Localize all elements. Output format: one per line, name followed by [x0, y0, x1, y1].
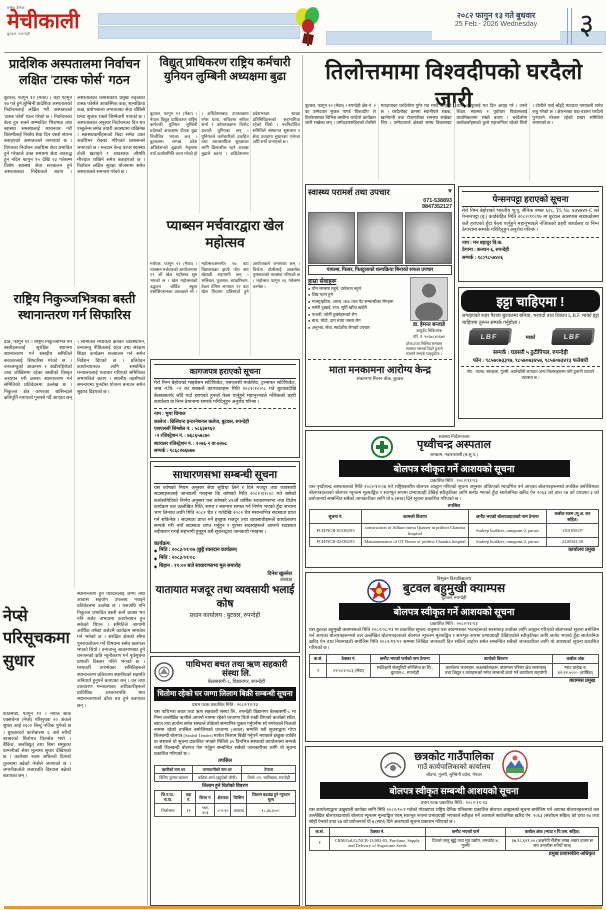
notice-pathibhara-title: धितोमा रहेको घर जग्गा लिलाम बिक्री सम्बन्धी सूचना — [154, 687, 296, 701]
table-cell: कार्यालय भवनहरू, कक्षाकोठाहरू, क्याम्पस परिसर क्षेत्र सरसफाइ तथा विद्युत र धाराहरूको मर्मत सम्बन्धी कार्य गर्ने कार्यालय सहयोगी — [440, 663, 553, 677]
ad-health-services-label: हाम्रा सेवाहरू — [308, 278, 337, 285]
notice-chhatrakot-body: यस कार्यालयद्वारा उखुबाली कार्यका लागि मिति २०८२/१०/१ गतेको गोरखापत्र राष्ट्रिय दैनिक पत्रिकामा प्रकाशित बोलपत्र आह्वानको सूचना बमोजिम पर्न आएका बोलपत्रहरूमध्ये तल उल्लेखित बोलपत्रदाताको बोलपत्र न्यूनतम मूल्याङ्कित एवम् सारभूत रूपमा प्रभावग्राही भएकाले स्वीकृत गर्ने आशयले सार्वजनिक खरिद ऐन, २०६३ (संशोधन सहित) को दफा २७ तथा सोही ऐनको दफा ४७ को प्रयोजनार्थ यो ७ (सात) दिने आशयको सूचना प्रकाशन गरिएको छ । — [309, 807, 599, 825]
notice-pch-gov-line: स्वास्थ्य निर्देशनालय — [438, 434, 470, 439]
table-cell: ९७१, ४५३ — [196, 804, 215, 817]
notice-pch-address: रामग्राम, नवलपरासी (ब.सु.प.) — [430, 451, 478, 457]
masthead-tagline-bottom: बुटवल, रुपन्देही — [7, 32, 30, 36]
table-row — [310, 836, 599, 850]
column-rule-1 — [147, 55, 148, 905]
ad-itta-title: इट्टा चाहिएमा ! — [461, 290, 600, 312]
notice-chhatrakot — [305, 746, 603, 906]
table-header: ऋणीको नाम थर — [155, 766, 193, 774]
publication-date-np: २०८२ फागुन १३ गते बुधवार — [456, 11, 536, 20]
ad-itta-note: नोट : पाल्पा, स्याङ्जा, गुल्मी, अर्घाखाँची लगायत अन्य जिल्लाहरूमा पनि ढुवानी पठाउने व्यवस्था छ । — [466, 369, 595, 381]
ad-itta-contact: सम्पर्क : घडसरी ५ ठुटीपिपल, रुपन्देही — [493, 350, 568, 357]
table-cell: 2249343.30 — [546, 538, 598, 547]
article-nikunja-body-continued: स्थानान्तरण हुने परिवारलाई जग्गा तथा आवास सहयोग उपलब्ध गराइने प्रतिवेदनमा उल्लेख छ । यसअघि पनि निकुञ्ज प्रभावित बस्ती सार्ने प्रयास भए पनि बजेट अभावमा कार्यान्वयन हुन सकेको थिएन । समितिले आगामी आर्थिक वर्षको बजेटमै कार्यक्रम समावेश गर्न भनेको छ । संरक्षित क्षेत्रको सीमा पुनरावलोकन गर्ने विषयमा समेत छलफल भएको थियो । वन्यजन्तु आक्रमणबाट हुने धनजनको क्षति न्यूनीकरण गर्न पूर्वसूचना प्रणाली विस्तार गरिने भएको छ । मध्यवर्ती उपभोक्ता समितिहरूले स्थानान्तरण प्रक्रियामा स्थानीयको सहमति अनिवार्य हुनुपर्ने बताएका छन् । वन तथा वातावरण मन्त्रालयका अधिकारीहरूले प्राविधिक अध्ययनपछि मात्र स्थानान्तरणको ढाँचा तय हुने बताएका छन् । — [77, 592, 145, 709]
table-header: क.सं. — [310, 828, 330, 837]
bullet-icon: ● — [308, 286, 311, 291]
ad-health-phone-1: 071-538893 — [423, 198, 452, 204]
notice-butwal-org: बुटवल बहुमुखी क्याम्पस — [402, 581, 506, 595]
notice-pch-title: बोलपत्र स्वीकृत गर्ने आशयको सूचना — [339, 460, 570, 477]
bullet-icon: ● — [308, 299, 311, 304]
ad-itta-marka: मार्का — [525, 335, 536, 341]
table-header: छनौट भएको फर्म — [425, 828, 506, 837]
table-header: छनौट भएको फर्मको नाम ठेगाना — [370, 655, 439, 664]
article-gharadailo-body: बुटवल, फागुन १२ (मेका) । रुपन्देही क्षेत्र नं. २ का उम्मेदवार सुजल पाण्डे 'विश्वदीप' ले तिलोत्तमाका विभिन्न बस्तीमा घरदैलो कार्यक्रम जारी राखेका छन् । उम्मेदवारसहितको टोलीले मतदाताका घरदैलोमा पुगेर मत माग्दै आएको छ । घरदैलोका क्रममा स्थानीयले सडक, खानेपानी तथा रोजगारीका समस्या राखेका थिए । उम्मेदवारले क्षेत्रको समग्र विकासका लागि आफूलाई मत दिन आग्रह गरे । उनले शिक्षा, स्वास्थ्य र पूर्वाधार विकासलाई प्राथमिकतामा राख्ने बताए । घरदैलोमा कार्यकर्ताहरूको ठूलो सहभागिता रहेको थियो । टोलीले पर्चा बाँड्दै मतदाता नामावली समेत रुजु गरेको छ । क्षेत्रभरका वडा-वडामा घरदैलो पुर्‍याउने योजना रहेको प्रचार समितिले जनाएको छ । — [305, 103, 603, 126]
headline-nepse: नेप्से परिसूचकमा सुधार — [3, 608, 70, 670]
medical-diagram-image — [357, 212, 404, 264]
table-cell: १ — [310, 663, 327, 677]
brick-image: LBF — [551, 330, 593, 345]
ad-health-phone-2: 9847352127 — [422, 204, 452, 211]
notice-sabha-karyakram-label: कार्यक्रम: — [154, 540, 172, 547]
ad-itta-body: लगाइएको शहर पैरावा बुटवलमा बनिया, भरपर्दो तथा टिकाउ L.B.F. मार्का इट्टा चाहिएमा तुरुन्त सम्पर्क गर्नुहोला । — [462, 314, 599, 326]
table-cell: Sudeep builders, ramgram-2, parasi — [468, 538, 546, 547]
notice-kagajpatra-detail: नाम : भुमा धिमाल — [154, 412, 186, 418]
article-union-body: बुटवल, फागुन १२ (मेका) । नेपाल विद्युत् प्राधिकरण राष्ट्रिय कर्मचारी युनियन लुम्बिनी प्रदेशको अध्यक्षमा दीपक बुढा निर्वाचित भएका छन् । बुटवलमा सम्पन्न प्रदेश अधिवेशनले बुढाको नेतृत्वमा नयाँ कार्यसमिति चयन गरेको हो । अधिवेशनबाट उपाध्यक्षमा रमेश थापा, सचिवमा सरिता शर्मा र कोषाध्यक्षमा विनोद ज्ञवाली चुनिएका छन् । युनियनले कर्मचारीको हकहित तथा व्यावसायिक सुरक्षाका लागि क्रियाशील रहने अध्यक्ष बुढाले बताए । अधिवेशनमा प्रदेशभरका शाखा प्रतिनिधिहरूको सहभागिता रहेको थियो । नवनिर्वाचित समितिले संस्थागत सुशासन र सेवा प्रवाहमा सुधारका एजेन्डा अघि सार्ने जनाएको छ । — [150, 111, 300, 156]
service-item: शिघ्र पतन हुने — [311, 292, 333, 298]
notice-chhatrakot-pubdate: प्रथम पटक प्रकाशित मिति : २०८२-११-१३ — [420, 800, 488, 805]
table-cell: अखण्ड — [231, 804, 246, 817]
header-band-bottom-left — [98, 26, 300, 39]
notice-sabha-item: मिति : २०८३/०१/०७ (छुट्टै रक्तदान कार्यक्रम) — [159, 547, 238, 553]
notice-butwal-title: बोलपत्र स्वीकृत गर्ने आशयको सूचना — [339, 603, 570, 620]
table-header: कामको विवरण — [362, 510, 469, 524]
notice-kagajpatra-detail: कालेज : ब्रिलियन्ट इन्टरनेशनल कलेज, बुटवल, रुपन्देही — [154, 419, 249, 425]
service-item: बाथ, मोटो, दाग चाया जस्ता रोग — [311, 318, 361, 324]
article-nikunja-body: दाङ, फागुन १२ । राष्ट्रिय निकुञ्जभित्र पर्ने बस्तीहरूलाई सुरक्षित स्थानमा स्थानान्तरण गर्न संसदीय समितिले सरकारलाई सिफारिस गरेको छ । वन्यजन्तुको आक्रमण र बाढीपहिरोको उच्च जोखिममा रहेका बस्तीको विस्तृत अध्ययन गरी क्रमशः स्थानान्तरण गर्न समितिको प्रतिवेदनमा उल्लेख छ । निकुञ्ज क्षेत्र वरपरका बासिन्दाले क्षतिपूर्ति नपाएको गुनासो गर्दै आएका छन् । समितिले मध्यवर्ती क्षेत्रको व्यवस्थापन, वन्यजन्तु पीडितलाई राहत तथा संरक्षण शिक्षा कार्यक्रम सञ्चालन गर्न समेत निर्देशन दिएको छ । प्रतिवेदन कार्यान्वयनका लागि सम्बन्धित मन्त्रालयलाई पत्राचार गरिएको समितिका सभापतिले बताए । स्थानीय तहसँगको समन्वयमा पुनर्वास योजना बनाउन समेत सुझाव दिइएको छ । — [4, 340, 145, 401]
diamond-bullet-icon: ◆ — [154, 563, 158, 569]
header-divider — [571, 8, 572, 44]
table-header: क्षेत्रफल — [215, 791, 231, 804]
notice-pension-title: पेन्सनपट्टा हराएको सूचना — [462, 191, 599, 207]
bullet-icon: ● — [308, 306, 311, 311]
table-cell: दिलिप कुमार खनाल — [155, 774, 193, 782]
table-cell: 1501858.07 — [546, 524, 598, 538]
ad-itta — [458, 287, 603, 419]
page-number: ३ — [579, 9, 595, 41]
table-row — [310, 524, 599, 538]
table-header: कित्ता नं. — [196, 791, 215, 804]
notice-kagajpatra-detail: ब्याचलर रजिस्ट्रेशन नं. : २०७६-२ वा-७२७८ — [154, 441, 228, 447]
table-cell: Maintainenance of OT Room of prithivi Chandra hospital — [362, 538, 469, 547]
notice-pathibhara-property-table — [154, 790, 296, 817]
medical-diagram-image — [405, 212, 452, 264]
notice-kagajpatra — [150, 359, 300, 458]
notice-pch-footer: कार्यालय प्रमुख — [568, 547, 595, 553]
table-row — [310, 538, 599, 547]
headline-khel: प्याब्सन मर्चवारद्वारा खेल महोत्सव — [166, 218, 284, 250]
table-header: ठेगाना — [242, 766, 296, 774]
table-header: क.सं. — [310, 655, 327, 664]
notice-pathibhara-borrower-table — [154, 765, 296, 782]
hospital-emblem-icon — [371, 436, 393, 458]
notice-pch-pubdate: प्रकाशित मिति : २०८२/११/१३ — [430, 477, 478, 483]
service-item: पत्थरी, जोर्नी दुख्नेहरूको रोग — [311, 311, 357, 317]
notice-chhatrakot-office: गाउँ कार्यपालिकाको कार्यालय — [417, 763, 491, 772]
notice-pension — [458, 186, 603, 282]
diamond-bullet-icon: ◆ — [154, 547, 158, 553]
divider — [462, 237, 599, 238]
page-bottom-rule — [4, 906, 602, 909]
article-khel-body: मर्चवार, फागुन १२ (मेका) । प्याब्सन मर्चवारको आयोजनामा १९ औं खेल महोत्सव सुरु भएको छ । खेल महोत्सवको उद्घाटन बोर्डिङ स्कुल एसोसिएसनका अध्यक्षले गरे । महोत्सवअन्तर्गत १७ वटा विद्यालयका झण्डै पाँच सय खेलाडी सहभागी छन् । भलिबल, फुटसल, ब्याडमिन्टन, टेबल टेनिस लगायत १२ वटा खेल विधामा प्रतिस्पर्धा हुने आयोजकले जनाएका छन् । विजेता टोलीलाई आकर्षक पुरस्कारको व्यवस्था गरिएको छ । महोत्सव फागुन १६ गतेसम्म चल्नेछ । — [150, 261, 300, 295]
doctor-photo — [410, 277, 448, 321]
ad-health-clinic-address: शंकरनगर मिलन चोक, बुटवल — [356, 375, 404, 381]
notice-butwal-footer: क्याम्पस प्रमुख — [569, 678, 595, 684]
flower-logo-icon — [293, 4, 323, 50]
table-cell: स्वाँठेहारी सेक्युरिटी सर्भिसेज प्रा.लि., बुटवल-८, रुपन्देही — [370, 663, 439, 677]
table-cell: Sudeep builders, ramgram-2, parasi — [468, 524, 546, 538]
heart-icon: ♥ — [447, 187, 452, 195]
notice-sabha-title: साधारणसभा सम्बन्धी सूचना — [154, 466, 296, 484]
notice-chhatrakot-address: बोदगा, गुल्मी, लुम्बिनी प्रदेश, नेपाल — [426, 772, 482, 778]
notice-chhatrakot-footer: प्रमुख प्रशासकीय अधिकृत — [548, 851, 595, 857]
notice-sabha-item: बिहान : ११:०० बजे साधारणसभा मूल समारोह — [159, 563, 241, 569]
ad-health — [305, 184, 455, 427]
notice-pathibhara-subtitle: लिलाम हुने धितोको विवरण — [202, 784, 248, 790]
table-header: कबोल रकम (मू.अ. कर सहित) — [546, 510, 598, 524]
table-cell: तिलो.-११, भालिबास, रुपन्देही — [242, 774, 296, 782]
table-header: ठेक्का नं. — [327, 655, 370, 664]
ad-health-clinic-name: माता मनकामना आरोग्य केन्द्र — [329, 364, 431, 376]
table-cell: CRM/GaUG/NCB-13/082-83, Purchase, Supply and Delivery of Sugarcane Seeds — [330, 836, 425, 850]
masthead-logo: मेचीकाली — [7, 9, 80, 33]
table-header: छनौट भएको बोलपत्रदाताको नाम ठेगाना — [468, 510, 546, 524]
divider — [308, 359, 452, 360]
notice-butwal-pubdate: प्रकाशित मिति : २०८२/११/१३ — [430, 620, 478, 626]
municipality-emblem-icon — [380, 752, 406, 778]
notice-chhatrakot-table — [309, 827, 599, 851]
notice-chhatrakot-title: बोलपत्र स्वीकृत सम्बन्धी आशयको सूचना — [320, 782, 588, 799]
table-header: लिलाम बढाबढ हुने न्यूनतम मूल्य — [246, 791, 295, 804]
table-header: किसिम — [231, 791, 246, 804]
table-row — [155, 774, 296, 782]
notice-kagajpatra-title: कागजपत्र हराएको सूचना — [154, 364, 296, 379]
masthead-tagline-top: राष्ट्रिय दैनिक — [7, 6, 25, 10]
notice-butwal-body: यस बुटवल बहुमुखी क्याम्पसको मिति २०८२/०८/११ मा प्रकाशित सूचना अनुसार यस क्याम्पसका भवनहरूको सरसफाइ कार्यका लागि आह्वान गरिएको बोलपत्रको सूचना बमोजिम पर्न आएका बोलपत्रहरूमध्ये तल उल्लेखित बोलपत्रदाताको बोलपत्र न्यूनतम मूल्याङ्कित र सारभूत रूपमा प्रभावग्राही देखिएकोले स्वीकृतिका लागि छनोट भएको हुँदा सार्वजनिक खरिद ऐन तथा नियमावली बमोजिम मिति २०८२/११/१२ सम्ममा लिखित जानकारी दिन सकिने व्यहोरा समेत सम्बन्धित सबैको जानकारीका लागि यो आशयको सूचना प्रकाशित गरिएको छ । — [309, 627, 599, 652]
publication-date — [432, 10, 560, 40]
header-divider — [567, 8, 568, 44]
notice-kagajpatra-detail: +२ रजिस्ट्रेशन नं. : ७६८६५७८७० — [154, 434, 210, 440]
ad-health-title: स्वास्थ्य परामर्श तथा उपचार — [308, 187, 390, 197]
bullet-icon: ● — [308, 312, 311, 317]
notice-pathibhara-address: बेलबासंगी-८, विद्यानगर, रुपन्देही — [207, 679, 266, 685]
notice-pch-org: पृथ्वीचन्द्र अस्पताल — [417, 439, 491, 451]
table-cell: भ्याट बाहेक रु. ४२,२२,५००/- (वार्षिक) — [552, 663, 598, 677]
column-rule-2 — [302, 55, 303, 905]
ad-health-caption: पायल्स, फिसर, फिस्टुलाको शल्यक्रिया बिनाको सफल उपचार — [308, 265, 452, 275]
notice-sabha — [150, 461, 300, 653]
table-cell: PCH/NCB-02/082/83 — [310, 538, 362, 547]
table-header: जि.न.पा./गा.पा. — [155, 791, 182, 804]
ad-health-doctor-title: आयुर्वेद चिकित्सक — [415, 328, 443, 334]
brick-image: LBF — [468, 330, 510, 345]
table-header: कार्यको विवरण — [440, 655, 553, 664]
header-rule — [4, 52, 602, 53]
notice-butwal-uni-line: त्रिभुवन विश्वविद्यालय — [436, 576, 472, 581]
table-row — [310, 663, 599, 677]
table-header: कबोल अंक (भ्याट र पि.एस. सहित) — [506, 828, 599, 837]
headline-taskforce: प्रादेशिक अस्पतालमा निर्वाचन लक्षित 'टास्क फोर्स' गठन — [9, 57, 140, 87]
campus-emblem-icon — [367, 579, 391, 603]
table-header: कबोल अंक — [552, 655, 598, 664]
notice-pathibhara — [150, 656, 300, 906]
table-cell: ११ — [181, 804, 195, 817]
notice-pension-detail: सम्पर्क : ९८०९८५४४०६ — [462, 255, 503, 261]
table-cell: ०१/०८२/०८३ (सेवा) — [327, 663, 370, 677]
nepal-govt-emblem-icon — [502, 750, 528, 780]
table-cell: PCH/NCB-01/082/83 — [310, 524, 362, 538]
notice-pch-table — [309, 509, 599, 547]
notice-sabha-org: यातायात मजदूर तथा व्यवसायी भलाई कोष — [155, 584, 295, 610]
notice-kagajpatra-detail: सम्पर्क : ९८६८२७६७७७ — [154, 449, 195, 455]
header-band-top-left — [98, 13, 300, 25]
notice-butwal-table — [309, 654, 599, 678]
headline-nikunja: राष्ट्रिय निकुञ्जभित्रका बस्ती स्थानान्तरण गर्न सिफारिस — [13, 292, 136, 322]
publication-date-en: 25 Feb.- 2026 Wednesday — [454, 21, 538, 28]
masthead — [7, 6, 95, 37]
notice-pathibhara-org: पाथिभरा बचत तथा ऋण सहकारी संस्था लि. — [185, 659, 288, 679]
article-taskforce-body: बुटवल, फागुन १२ (मेका) । यही फागुन १७ गते हुने लुम्बिनी प्रादेशिक अस्पतालको निर्वाचनलाई लक्षित गरी अस्पतालले 'टास्क फोर्स' गठन गरेको छ । निर्वाचनका बेला हुन सक्ने सम्भावित भिडभाड तथा स्वास्थ्य समस्यालाई मध्यनजर गरी बिरामीलाई निर्बाध सेवा दिन यस्तो संयन्त्र बनाइएको अस्पतालले जनाएको छ । विगतका निर्वाचन अवधिमा सेवा प्रभावित हुने गरेकाले उक्त समयमा सेवा अवरुद्ध हुन नदिन फागुन १५ देखि २३ गतेसम्म विशेष स्वास्थ्य सेवा सञ्चालन हुने अस्पतालका निर्देशकले बताए । अस्पतालका प्रशासकीय प्रमुख नेतृत्वको टास्क फोर्सले आकस्मिक कक्ष, शल्यक्रिया कक्ष, प्रयोगशाला लगायतका सेवा चौबिसै घण्टा सुचारु राख्ने जिम्मेवारी पाएको छ । अस्पतालका अनुसार निर्वाचनका दिन थप एम्बुलेन्स समेत तयारी अवस्थामा राखिनेछ । स्वास्थ्यकर्मीहरूको बिदा समेत उक्त अवधिभर रोक्का गरिएको प्रशासनले जनाएको छ । मतदान केन्द्र वरपर स्वास्थ्य टोली खटाइने र आवश्यक औषधि मौज्दात राखिने समेत बताइएको छ । निर्वाचन लक्षित सुरक्षा योजनामा समेत अस्पतालले समन्वय गरेको छ । — [4, 96, 145, 176]
notice-sabha-body: यस कोषको नियम अनुसार सेवा सुविधा लिने र दिने मजदुर तथा व्यवसायी सदस्यहरूलाई जानकारी गराइन्छ कि कोषको मिति २०८२।११।०८ गते बसेको कार्यसमितिको निर्णय अनुसार यस कोषको ४९औं वार्षिक साधारणसभा तथा विशेष कार्यक्रम तल उल्लेखित मिति, समय र स्थानमा सम्पन्न गर्ने निर्णय भएको हुँदा सभामा भाग लिनका लागि मिति २०८२ चैत्र १ गतेदेखि २०८२ चैत्र मसान्तभित्र सदस्यता प्राप्त गर्न सकिनेछ । सदस्यता प्राप्त गर्ने इच्छुक मजदुर तथा व्यवसायीहरूले कार्यालयमा सम्पर्क गरी नयाँ सदस्यता प्राप्त गर्नुहुन र पुराना सदस्यहरूले आफ्नो सदस्यता नवीकरण गराई सहभागी हुनुहुन यसै सूचनाद्वारा जानकारी गराइन्छ । — [154, 486, 296, 536]
ad-itta-phones: फोन : ९८५७०७३३९७, ९८५७०७३४५७, ९८५७०७३४१३ फत्तेबारी — [472, 358, 589, 365]
ad-health-doctor-name: डा. हेमन्त बन्जाडे — [412, 321, 446, 328]
notice-pathibhara-pubdate: प्रथम पटक प्रकाशित मिति : २०८२/११/१३ — [191, 701, 259, 707]
ad-health-doctor-reg: परि. नं. ९०६७८४५६७९ — [413, 334, 445, 340]
notice-sabha-org-address: प्रधान कार्यालय : बुटवल, रुपन्देही — [189, 612, 261, 619]
service-item: यौन समस्या नहुने, उत्तेजना नहुने — [311, 285, 362, 291]
notice-sabha-signatory-name: दिनेश खुल्लेल — [267, 571, 292, 577]
notice-chhatrakot-org: छत्रकोट गाउँपालिका — [414, 750, 494, 763]
notice-pch-body: यस पृथ्वीचन्द्र अस्पतालको मिति २०८२/१०/०७ गते राष्ट्रियस्तरीय बोलपत्र आह्वान गरिएको सूचना अनुसार तोकिएको म्यादभित्र पर्न आएका बोलपत्रहरूमध्ये तपसिल बमोजिमका बोलपत्रदाताको बोलपत्र न्यूनतम मूल्याङ्कित र सारभूत रूपमा प्रभावग्राही देखिई स्वीकृतिका लागि छनोट भएको हुँदा सार्वजनिक खरिद ऐन २०६३ को दफा २७ को उपदफा ३ को प्रयोजनार्थ सम्बन्धित सबैको जानकारीका लागि यो ७ (सात) दिने सूचना प्रकाशित गरिएको छ । — [309, 484, 599, 502]
table-header: वडा नं. — [181, 791, 195, 804]
notice-sabha-signatory-role: अध्यक्ष — [279, 577, 292, 583]
notice-pch — [305, 430, 603, 568]
table-cell: ०-९-१५ — [215, 804, 231, 817]
notice-butwal — [305, 572, 603, 742]
table-cell: दिलशे जानु खुट्टे तथा मुठ उद्योग, धनकोट-४, गुल्मी — [425, 836, 506, 850]
notice-kagajpatra-body: मेरो निम्न बेहोराको माइग्रेसन सर्टिफिकेट, एसएलसी मार्कसिट, ट्रान्सफर सर्टिफिकेट, जाब नं.वि. +२ का सक्कलै कागजातहरू मिति २०८२।१०।०८ गते बुटवलदेखि बेलबासतर्फ जाँदै गर्दा हराएको हुनाले फेला पार्नुहुने महानुभावले नजिकको प्रहरी कार्यालय वा निम्न ठेगानामा सम्पर्क गरिदिनुहुन अनुरोध गरिन्छ । — [154, 381, 296, 405]
notice-pathibhara-tapasil-label: तपसिल — [218, 759, 232, 765]
notice-sabha-item: मिति : २०८३/०१/०८ — [159, 555, 196, 561]
table-header: जग्गाधनीको नाम थर — [192, 766, 241, 774]
medical-diagram-image — [308, 212, 355, 264]
notice-pathibhara-body: यस पाथिभरा बचत तथा ऋण सहकारी संस्था लि., रुपन्देही विद्यानगर बेलबासंगी-८ मा निम्न उल्लेखित ऋणीले आफ्नो नाममा रहेको घरजग्गा धितो राखी लिएको कर्जाको साँवा, ब्याज तथा हर्जाना समेत संस्थाले तोकेको समयभित्र चुक्ता गर्नुपर्नेमा सो नगरेकाले निजको नाममा रहेको तपसिल बमोजिमको घरजग्गा (अचल) सम्पत्ति यसै सूचनाद्वारा गोप्य शिलबन्दी बोलपत्र (Sealed Tender) मार्फत लिलाम बिक्री गर्नुपर्ने भएकाले इच्छुक व्यक्ति वा संस्थाले यो सूचना प्रकाशित भएको मितिले ३५ दिनभित्र संस्थाको कार्यालयमा सम्पर्क राखी शिलबन्दी बोलपत्र पेस गर्नुहुन सम्बन्धित सबैको जानकारीका लागि यो सूचना प्रकाशित गरिएको छ । — [154, 708, 296, 757]
table-header: ठेक्का नं. — [330, 828, 425, 837]
notice-butwal-address: बुटवल, रुपन्देही — [441, 594, 467, 600]
cooperative-emblem-icon — [154, 662, 174, 682]
table-header: सूचना नं. — [310, 510, 362, 524]
notice-pension-body: मेरो निम्न बेहोराको भारतीय भू.पू. सैनिक नम्बर ६२८, TS No. ४३४७४९-C को पेन्सनपट्टा (इ.) कार्डसहित मिति २०८२।१०।१७ मा बुटवल आसपास सडकक्षेत्रमा कतै हराएको हुँदा फेला पार्नुहुने महानुभावले नजिकको प्रहरी कार्यालय वा निम्न ठेगानामा सम्पर्क गरिदिनुहुन अनुरोध गरिन्छ । — [462, 209, 599, 234]
table-cell: १८,३७,६००/- — [246, 804, 295, 817]
table-cell: कविता शर्मा (बहुऐक्षो धौनी) — [192, 774, 241, 782]
headline-union: विद्युत् प्राधिकरण राष्ट्रिय कर्मचारी युनियन लुम्बिनी अध्यक्षमा बुढा — [159, 57, 291, 84]
service-item: ग्यास्ट्राइटिस, अपच, IBS तथा पेट सम्बन्धीका रोगहरू — [311, 298, 394, 304]
bullet-icon: ● — [308, 293, 311, 298]
service-item: नसेरी दुखाई, राज, सुर्ति खाँदा खडेरी — [311, 305, 367, 311]
bullet-icon: ● — [308, 319, 311, 324]
notice-pension-detail: ठेगाना : कञ्चन-६, रुपन्देही — [462, 248, 510, 254]
service-item: अनुभव, सेवा, स्वदेशीय रोगको उपचार — [311, 324, 370, 330]
article-nepse-body: काठमाडौं, फागुन १२ । नेपाल स्टक एक्सचेन्ज (नेप्से) परिसूचक २० अंकले सुधार आई २६०० बिन्दु नजिक पुगेको छ । बुधबारको कारोबारमा ६ अर्ब रुपैयाँ बराबरको धितोपत्र किनबेच भयो । बैंकिङ, जलविद्युत् तथा बिमा समूहका कम्पनीको सेयर मूल्यमा सुधार देखिएको छ । कारोबार रकम अघिल्लो दिनको तुलनामा बढेको नेप्सेले जनाएको छ । लगानीकर्ताले बजारप्रति विश्वास बढेको बताएका छन् । — [3, 712, 71, 780]
divider — [154, 408, 296, 409]
notice-pension-detail: नाम : मन बहादुर वि.क. — [462, 240, 503, 246]
diamond-bullet-icon: ◆ — [154, 555, 158, 561]
notice-kagajpatra-detail: एसएलसी सिम्बोल नं. : ५८६३७९६२ — [154, 427, 215, 433]
headline-gharadailo: तिलोत्तमामा विश्वदीपको घरदैलो जारी — [325, 59, 583, 112]
table-cell: तिलोत्तमा — [155, 804, 182, 817]
table-cell: construction of Adhuro mesu Quarter in prithivi Chandra hospital — [362, 524, 469, 538]
table-cell: १ — [310, 836, 330, 850]
table-cell: ३७,१८,६२९.०० (अक्षरेपी सैंतीस लाख अठार हजार छ सय उनन्तीस रुपैयाँ मात्र) — [506, 836, 599, 850]
bullet-icon: ● — [308, 325, 311, 330]
table-row — [155, 804, 296, 817]
divider — [461, 366, 600, 367]
ad-health-side-note: हरेक हप्ता निश्चित समयमा स्वास्थ्य परामर्श दिइने हुनाले समयमै सम्पर्क राख्नुहोला । — [406, 342, 443, 357]
notice-pch-tapasil-label: तपसिल — [447, 503, 461, 509]
